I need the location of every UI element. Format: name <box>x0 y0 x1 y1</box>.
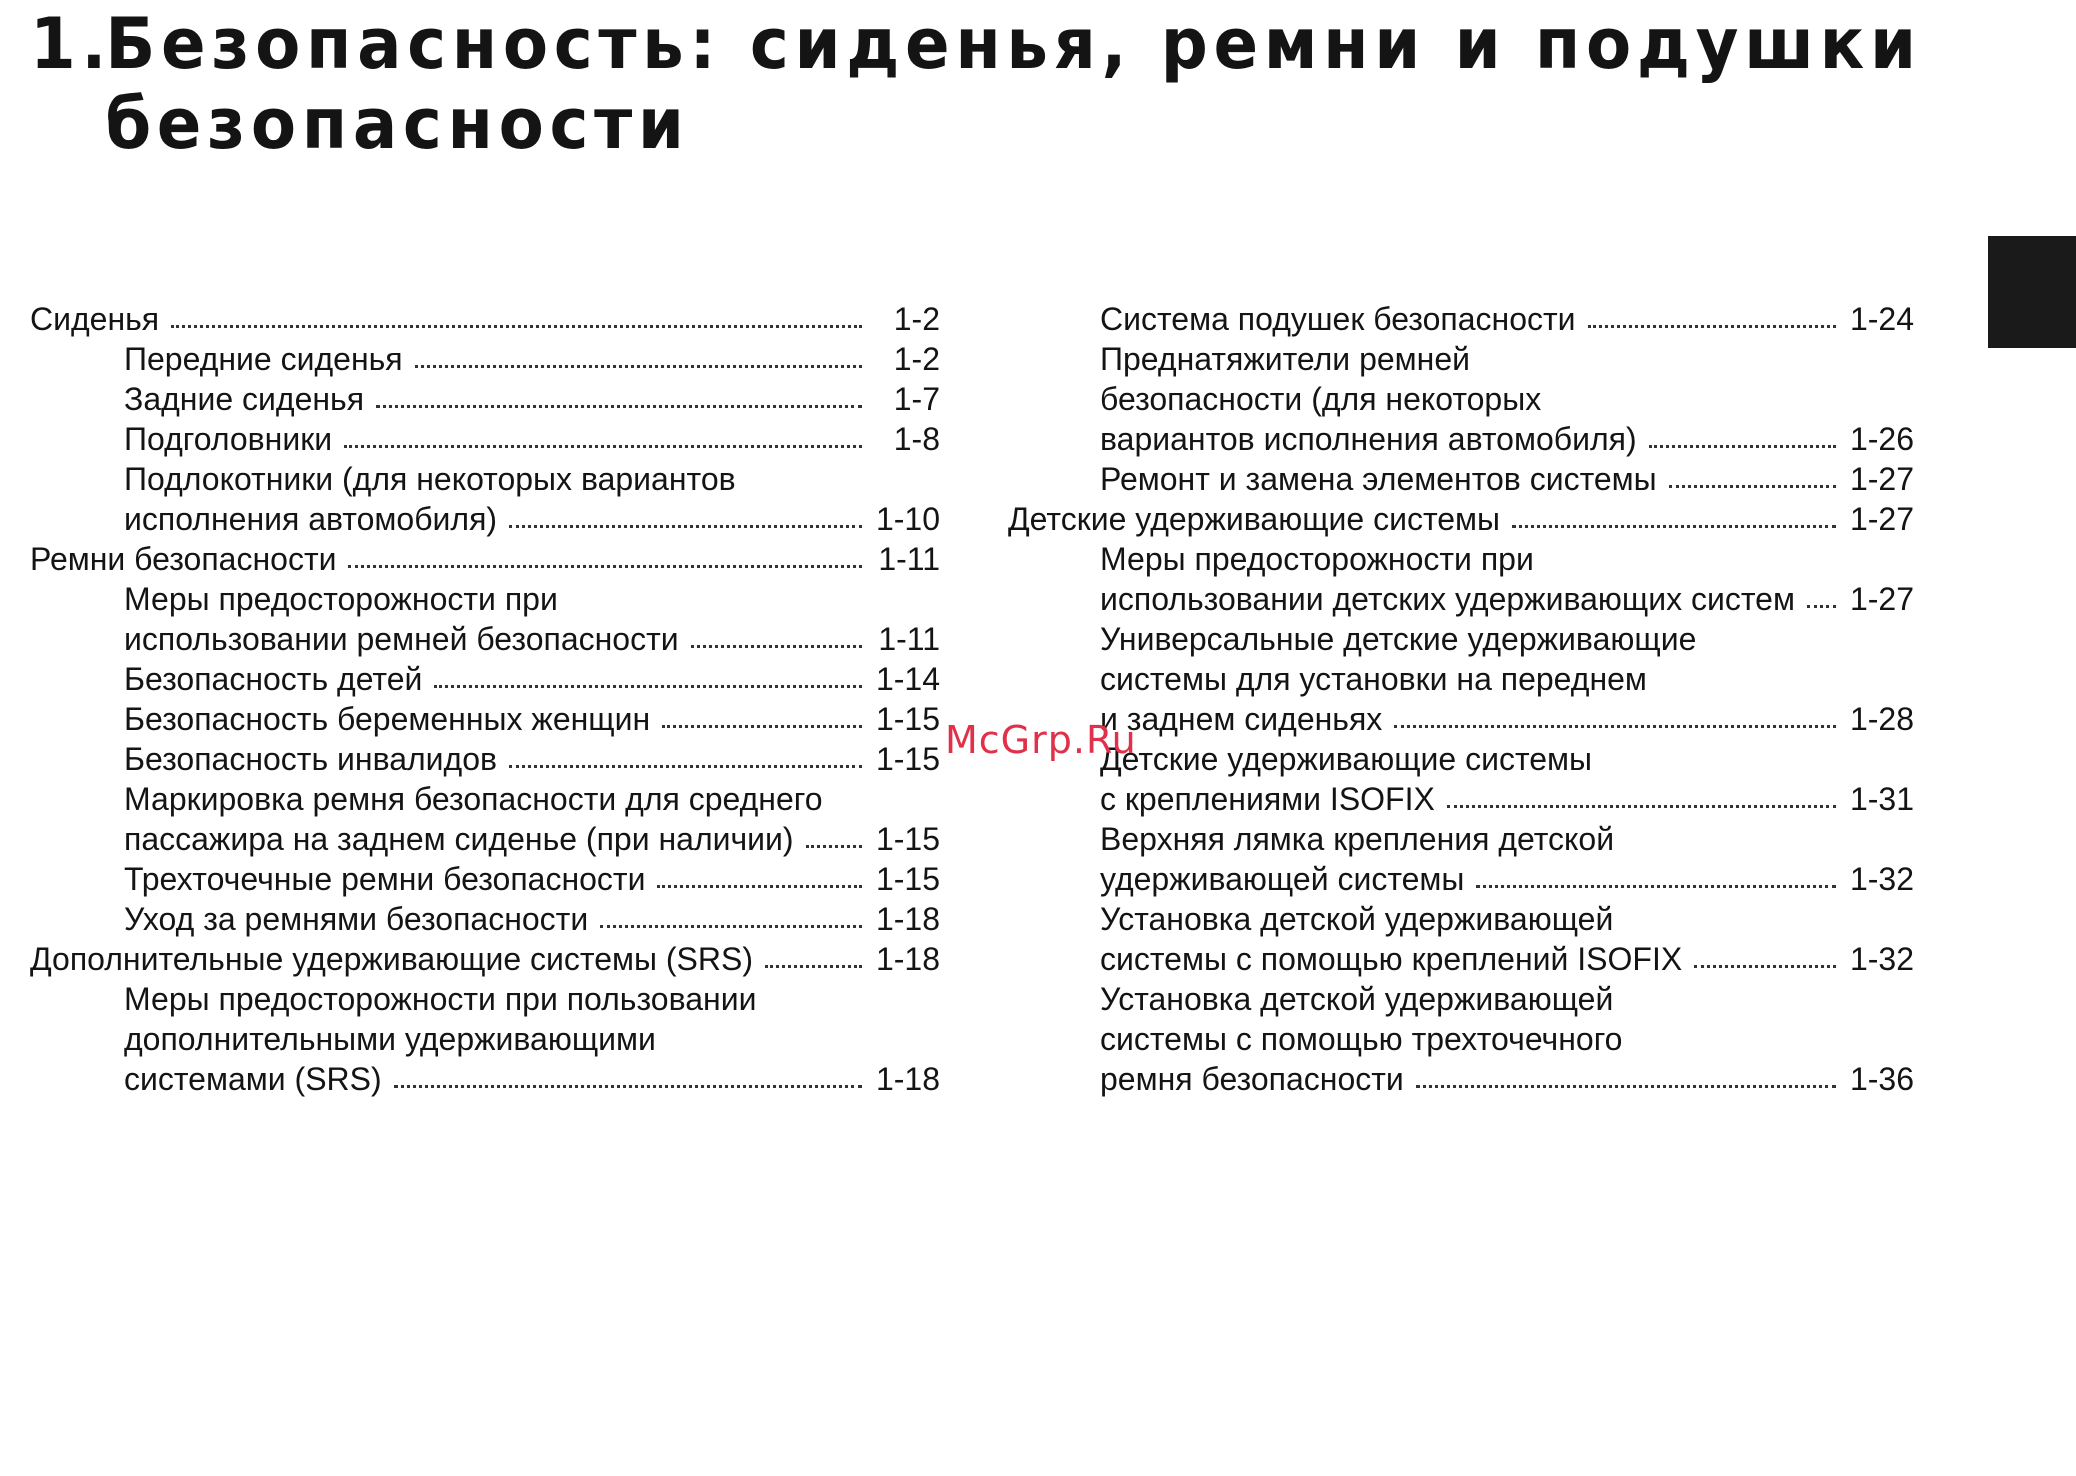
toc-entry-line <box>1100 1019 1914 1059</box>
toc-entry-line <box>124 619 940 659</box>
toc-left-column <box>30 299 940 1099</box>
toc-entry-text: безопасности (для некоторых <box>1100 381 1542 417</box>
toc-entry-text: Сиденья <box>30 301 160 337</box>
toc-entry-line <box>1100 579 1914 619</box>
toc-entry-line <box>124 459 940 499</box>
toc-page-number: 1-15 <box>875 701 940 737</box>
toc-entry-line <box>1100 539 1914 579</box>
toc-entry-text: Подголовники <box>124 421 333 457</box>
toc-entry-line <box>1100 819 1914 859</box>
toc-entry[interactable] <box>30 739 940 779</box>
toc-leader-dots <box>1394 725 1836 728</box>
toc-entry[interactable] <box>30 459 940 539</box>
toc-entry-text: Детские удерживающие системы <box>1008 501 1501 537</box>
page-title <box>30 3 1922 165</box>
toc-entry[interactable] <box>30 939 940 979</box>
toc-entry-text: Уход за ремнями безопасности <box>124 901 589 937</box>
toc-page-number: 1-31 <box>1849 781 1914 817</box>
toc-page-number: 1-32 <box>1849 861 1914 897</box>
toc-entry-line <box>1100 659 1914 699</box>
toc-leader-dots <box>1807 605 1836 608</box>
toc-entry-line <box>124 1059 940 1099</box>
toc-page-number: 1-32 <box>1849 941 1914 977</box>
toc-entry[interactable] <box>30 299 940 339</box>
toc-entry-text: исполнения автомобиля) <box>124 501 498 537</box>
toc-leader-dots <box>1669 485 1836 488</box>
toc-entry-text: Трехточечные ремни безопасности <box>124 861 646 897</box>
toc-entry-text: с креплениями ISOFIX <box>1100 781 1435 817</box>
toc-leader-dots <box>765 965 862 968</box>
toc-page-number: 1-24 <box>1849 301 1914 337</box>
toc-entry-text: системы с помощью креплений ISOFIX <box>1100 941 1683 977</box>
toc-entry[interactable] <box>30 579 940 659</box>
toc-entry[interactable] <box>30 779 940 859</box>
title-text-1: Безопасность: сиденья, ремни и подушки <box>105 3 1922 85</box>
toc-entry-line <box>124 819 940 859</box>
toc-entry-line <box>30 299 940 339</box>
toc-page-number: 1-10 <box>875 501 940 537</box>
toc-entry-text: Ремонт и замена элементов системы <box>1100 461 1657 497</box>
toc-page-number: 1-15 <box>875 861 940 897</box>
toc-entry-text: Меры предосторожности при пользовании <box>124 981 757 1017</box>
toc-entry-text: Система подушек безопасности <box>1100 301 1576 337</box>
toc-entry-line <box>30 539 940 579</box>
toc-entry[interactable] <box>1008 619 1914 739</box>
toc-page-number: 1-15 <box>875 821 940 857</box>
toc-entry-text: дополнительными удерживающими <box>124 1021 656 1057</box>
toc-leader-dots <box>394 1085 862 1088</box>
toc-page-number: 1-15 <box>875 741 940 777</box>
toc-entry-line <box>124 419 940 459</box>
toc-entry-text: Маркировка ремня безопасности для среднего <box>124 781 823 817</box>
toc-entry-text: удерживающей системы <box>1100 861 1465 897</box>
toc-entry-line <box>1100 699 1914 739</box>
toc-leader-dots <box>1588 325 1836 328</box>
toc-entry-line <box>1100 739 1914 779</box>
toc-page-number: 1-18 <box>875 901 940 937</box>
toc-page-number: 1-14 <box>875 661 940 697</box>
toc-leader-dots <box>415 365 862 368</box>
toc-page-number: 1-27 <box>1849 581 1914 617</box>
toc-leader-dots <box>657 885 862 888</box>
toc-entry-text: системами (SRS) <box>124 1061 382 1097</box>
toc-entry-line <box>1100 619 1914 659</box>
toc-entry-text: Задние сиденья <box>124 381 365 417</box>
toc-entry[interactable] <box>30 859 940 899</box>
toc-entry-line <box>124 499 940 539</box>
toc-page-number: 1-18 <box>875 941 940 977</box>
toc-entry[interactable] <box>1008 499 1914 539</box>
toc-entry-line <box>1100 979 1914 1019</box>
toc-page-number: 1-7 <box>893 381 940 417</box>
chapter-tab-marker <box>1988 236 2076 348</box>
toc-entry-text: Дополнительные удерживающие системы (SRS) <box>30 941 753 977</box>
toc-entry-line <box>1100 1059 1914 1099</box>
toc-leader-dots <box>1649 445 1836 448</box>
toc-entry-text: Ремни безопасности <box>30 541 337 577</box>
toc-entry-text: Универсальные детские удерживающие <box>1100 621 1697 657</box>
toc-entry-line <box>124 579 940 619</box>
toc-entry[interactable] <box>1008 539 1914 619</box>
toc-entry-line <box>1008 499 1914 539</box>
toc-leader-dots <box>1447 805 1836 808</box>
toc-entry-line <box>1100 459 1914 499</box>
toc-entry-text: использовании детских удерживающих систем <box>1100 581 1795 617</box>
toc-leader-dots <box>1476 885 1836 888</box>
toc-entry[interactable] <box>1008 299 1914 339</box>
toc-entry[interactable] <box>1008 739 1914 819</box>
toc-page-number: 1-28 <box>1849 701 1914 737</box>
toc-entry-line <box>124 899 940 939</box>
toc-entry-text: Передние сиденья <box>124 341 403 377</box>
toc-entry-line <box>124 339 940 379</box>
toc-entry-text: Безопасность беременных женщин <box>124 701 651 737</box>
toc-entry-line <box>124 779 940 819</box>
toc-page-number: 1-2 <box>893 301 940 337</box>
toc-page-number: 1-11 <box>878 621 940 657</box>
toc-entry[interactable] <box>1008 459 1914 499</box>
toc-entry-line <box>124 379 940 419</box>
toc-page-number: 1-11 <box>878 541 940 577</box>
toc-entry-text: Установка детской удерживающей <box>1100 981 1614 1017</box>
toc-page-number: 1-36 <box>1849 1061 1914 1097</box>
toc-entry-text: ремня безопасности <box>1100 1061 1404 1097</box>
toc-entry[interactable] <box>30 379 940 419</box>
toc-entry[interactable] <box>1008 339 1914 459</box>
toc-entry-line <box>124 739 940 779</box>
toc-right-column <box>1008 299 1914 1099</box>
toc-entry[interactable] <box>30 419 940 459</box>
chapter-number: 1. <box>30 3 113 85</box>
toc-leader-dots <box>600 925 862 928</box>
toc-leader-dots <box>806 845 862 848</box>
toc-leader-dots <box>691 645 862 648</box>
toc-entry-text: Безопасность детей <box>124 661 423 697</box>
toc-leader-dots <box>509 525 862 528</box>
toc-entry[interactable] <box>30 659 940 699</box>
toc-entry[interactable] <box>1008 819 1914 899</box>
toc-entry-line <box>124 979 940 1019</box>
toc-page-number: 1-2 <box>893 341 940 377</box>
toc-entry-text: Меры предосторожности при <box>1100 541 1534 577</box>
toc-entry-text: Безопасность инвалидов <box>124 741 498 777</box>
title-line-1 <box>30 3 1922 85</box>
toc-leader-dots <box>1694 965 1836 968</box>
toc-entry[interactable] <box>1008 979 1914 1099</box>
toc-entry[interactable] <box>30 899 940 939</box>
toc-entry-text: Детские удерживающие системы <box>1100 741 1593 777</box>
toc-entry[interactable] <box>30 699 940 739</box>
toc-entry-text: и заднем сиденьях <box>1100 701 1383 737</box>
toc-leader-dots <box>376 405 862 408</box>
toc-page-number: 1-27 <box>1849 461 1914 497</box>
toc-entry-text: системы с помощью трехточечного <box>1100 1021 1623 1057</box>
toc-page-number: 1-27 <box>1849 501 1914 537</box>
toc-entry[interactable] <box>30 339 940 379</box>
toc-entry-line <box>30 939 940 979</box>
toc-entry[interactable] <box>1008 899 1914 979</box>
toc-entry-text: Верхняя лямка крепления детской <box>1100 821 1615 857</box>
toc-entry-line <box>124 699 940 739</box>
toc-entry[interactable] <box>30 539 940 579</box>
title-line-2: безопасности <box>105 83 690 165</box>
toc-leader-dots <box>344 445 862 448</box>
toc-entry-line <box>124 1019 940 1059</box>
toc-entry-line <box>1100 779 1914 819</box>
toc-leader-dots <box>348 565 862 568</box>
toc-entry-text: Подлокотники (для некоторых вариантов <box>124 461 736 497</box>
toc-leader-dots <box>171 325 862 328</box>
toc-page-number: 1-26 <box>1849 421 1914 457</box>
toc-entry-text: Меры предосторожности при <box>124 581 558 617</box>
toc-entry-line <box>1100 899 1914 939</box>
toc-entry-line <box>1100 379 1914 419</box>
toc-entry-text: системы для установки на переднем <box>1100 661 1647 697</box>
toc-entry-text: Установка детской удерживающей <box>1100 901 1614 937</box>
toc-entry-text: вариантов исполнения автомобиля) <box>1100 421 1637 457</box>
toc-leader-dots <box>434 685 862 688</box>
toc-leader-dots <box>1416 1085 1836 1088</box>
toc-entry-line <box>1100 419 1914 459</box>
toc-entry-text: использовании ремней безопасности <box>124 621 679 657</box>
toc-entry-line <box>1100 939 1914 979</box>
toc-page-number: 1-18 <box>875 1061 940 1097</box>
watermark: McGrp.Ru <box>945 718 1137 762</box>
toc-page-number: 1-8 <box>893 421 940 457</box>
toc-leader-dots <box>1512 525 1836 528</box>
toc-leader-dots <box>509 765 862 768</box>
toc-entry-line <box>124 859 940 899</box>
toc-leader-dots <box>662 725 862 728</box>
toc-entry[interactable] <box>30 979 940 1099</box>
toc-entry-line <box>1100 339 1914 379</box>
toc-entry-text: Преднатяжители ремней <box>1100 341 1470 377</box>
toc-entry-line <box>1100 299 1914 339</box>
toc-entry-line <box>1100 859 1914 899</box>
toc-entry-line <box>124 659 940 699</box>
toc-entry-text: пассажира на заднем сиденье (при наличии) <box>124 821 794 857</box>
